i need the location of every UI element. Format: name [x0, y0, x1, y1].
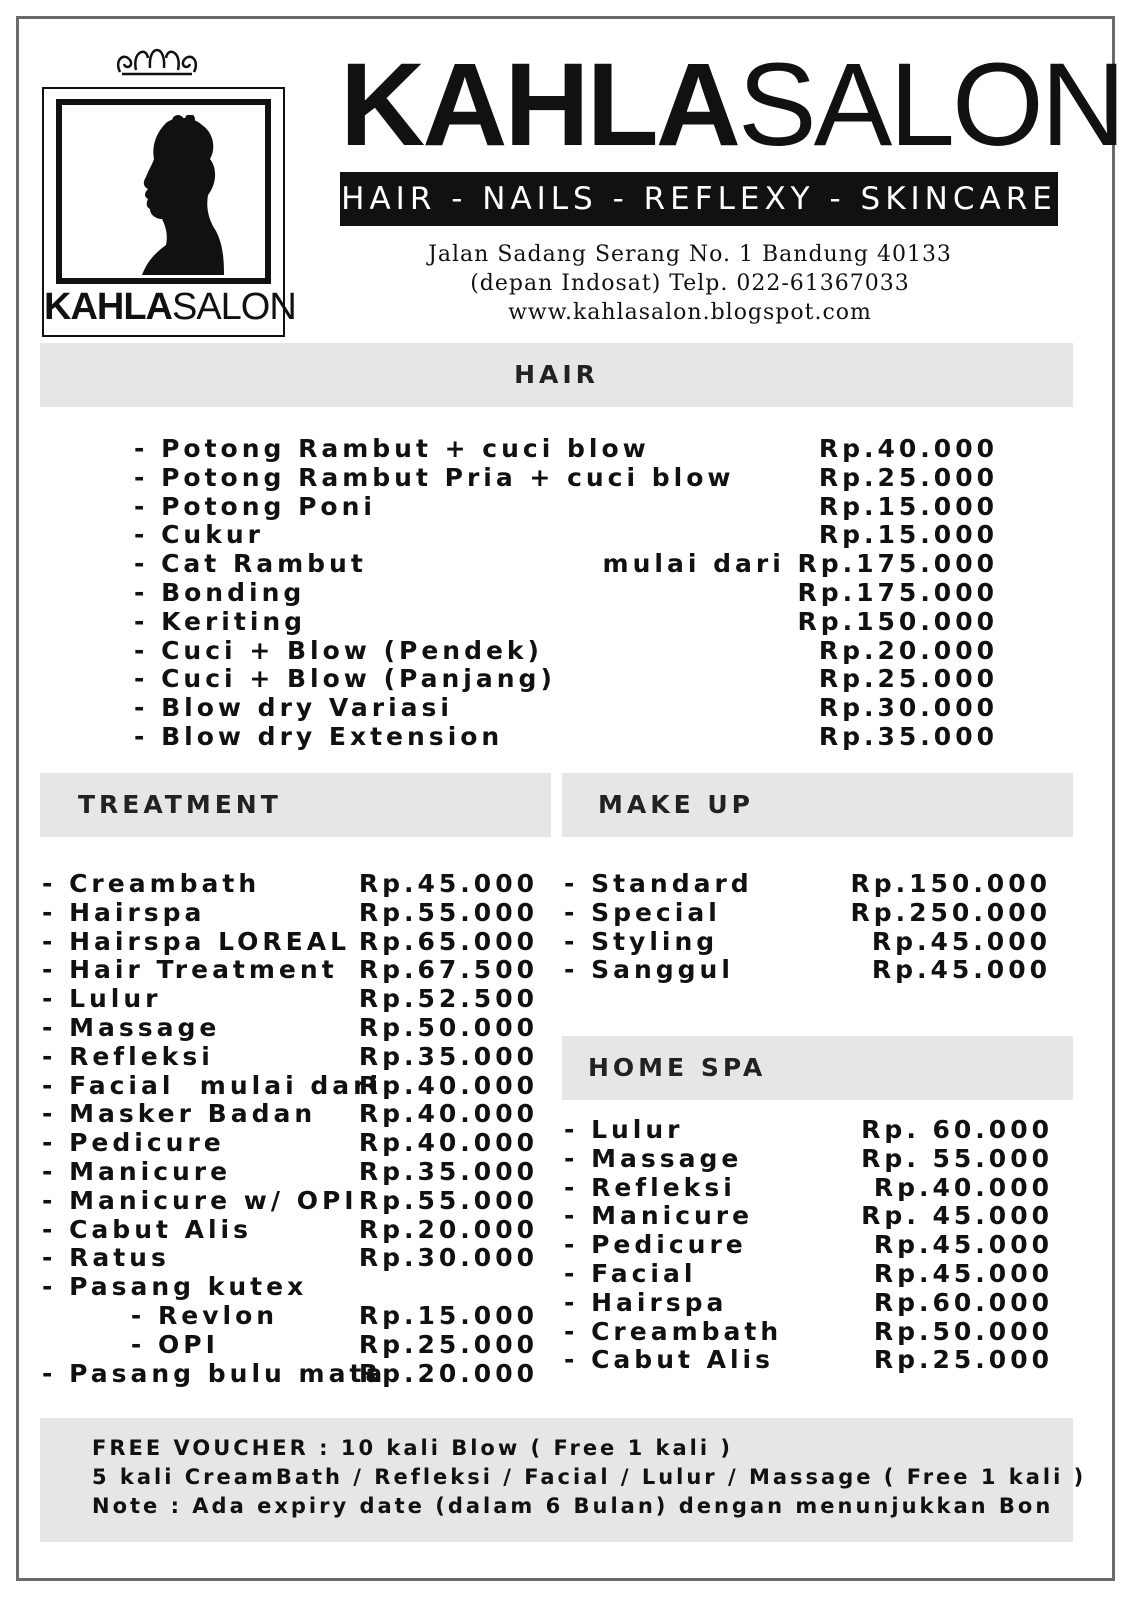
makeup-service-name: - Standard	[564, 869, 753, 898]
hair-service-name: - Potong Rambut + cuci blow	[134, 434, 650, 463]
hair-row	[134, 607, 998, 636]
homespa-service-price: Rp.45.000	[873, 1259, 1053, 1288]
treatment-row	[42, 1330, 538, 1359]
hair-row	[134, 693, 998, 722]
hair-row	[134, 578, 998, 607]
homespa-section-header: HOME SPA	[562, 1036, 1073, 1100]
hair-service-name: - Cuci + Blow (Panjang)	[134, 664, 556, 694]
treatment-service-name: - Ratus	[42, 1243, 170, 1273]
hair-row	[134, 636, 998, 665]
treatment-service-price: Rp.35.000	[358, 1041, 538, 1071]
homespa-service-price: Rp. 60.000	[861, 1115, 1053, 1144]
hair-service-name: - Potong Rambut Pria + cuci blow	[134, 462, 735, 492]
treatment-row	[42, 1301, 538, 1330]
treatment-service-name: - Manicure w/ OPI	[42, 1185, 358, 1215]
treatment-service-price: Rp.40.000	[358, 1128, 538, 1158]
hair-service-name: - Cat Rambut	[134, 549, 367, 579]
makeup-service-price: Rp.45.000	[871, 926, 1051, 956]
logo-frame	[56, 99, 271, 284]
treatment-row	[42, 1013, 538, 1042]
homespa-row	[564, 1144, 1053, 1173]
expiry-note: Note : Ada expiry date (dalam 6 Bulan) dengan menunjukkan Bon	[92, 1494, 1054, 1518]
treatment-service-price: Rp.35.000	[358, 1157, 538, 1186]
homespa-service-name: - Hairspa	[564, 1287, 728, 1317]
treatment-service-price: Rp.20.000	[358, 1214, 538, 1244]
hair-service-name: - Bonding	[134, 578, 306, 607]
treatment-service-name: - Creambath	[42, 869, 261, 898]
tagline-banner: HAIR - NAILS - REFLEXY - SKINCARE	[340, 172, 1058, 226]
makeup-service-name: - Special	[564, 897, 721, 927]
treatment-service-price: Rp.15.000	[358, 1301, 538, 1330]
homespa-row	[564, 1288, 1053, 1317]
hair-service-name: - Blow dry Variasi	[134, 693, 453, 723]
homespa-service-name: - Lulur	[564, 1115, 684, 1144]
treatment-service-price: Rp.40.000	[358, 1070, 538, 1100]
homespa-row	[564, 1317, 1053, 1346]
homespa-service-name: - Creambath	[564, 1316, 783, 1346]
treatment-service-price: Rp.52.500	[358, 984, 538, 1014]
treatment-row	[42, 1071, 538, 1100]
logo-brand-thin: SALON	[171, 286, 296, 328]
hair-service-price: Rp.15.000	[818, 520, 998, 550]
treatment-row	[42, 1099, 538, 1128]
treatment-row	[42, 1042, 538, 1071]
hair-service-price: mulai dari Rp.175.000	[602, 549, 998, 579]
hair-service-price: Rp.25.000	[818, 664, 998, 694]
treatment-row	[42, 1359, 538, 1388]
homespa-row	[564, 1259, 1053, 1288]
hair-row	[134, 549, 998, 578]
treatment-service-price: Rp.40.000	[358, 1099, 538, 1129]
makeup-service-price: Rp.150.000	[850, 869, 1051, 898]
hair-service-price: Rp.150.000	[797, 606, 998, 636]
hair-section-header: HAIR	[40, 343, 1073, 407]
hair-row	[134, 520, 998, 549]
treatment-service-price: Rp.55.000	[358, 897, 538, 927]
treatment-service-price: Rp.50.000	[358, 1013, 538, 1042]
hair-service-name: - Blow dry Extension	[134, 722, 504, 751]
homespa-service-name: - Facial	[564, 1259, 697, 1288]
treatment-service-name: - Facial mulai dari	[42, 1070, 383, 1100]
makeup-row	[564, 955, 1051, 984]
homespa-service-name: - Pedicure	[564, 1230, 747, 1260]
homespa-row	[564, 1201, 1053, 1230]
logo-brand-bold: KAHLA	[44, 286, 172, 328]
treatment-row	[42, 1243, 538, 1272]
homespa-service-name: - Massage	[564, 1143, 743, 1173]
hair-service-price: Rp.40.000	[818, 434, 998, 463]
treatment-service-price: Rp.55.000	[358, 1185, 538, 1215]
hair-service-price: Rp.15.000	[818, 491, 998, 521]
homespa-service-price: Rp. 55.000	[861, 1143, 1053, 1173]
website: www.kahlasalon.blogspot.com	[508, 300, 872, 325]
homespa-row	[564, 1173, 1053, 1202]
makeup-row	[564, 927, 1051, 956]
homespa-service-price: Rp.40.000	[873, 1172, 1053, 1202]
treatment-section-header: TREATMENT	[40, 773, 551, 837]
woman-silhouette-icon	[124, 115, 224, 275]
treatment-service-name: - Revlon	[42, 1301, 279, 1330]
logo	[42, 87, 296, 337]
makeup-section-header: MAKE UP	[562, 773, 1073, 837]
salon-title	[340, 39, 1123, 171]
treatment-row	[42, 1272, 538, 1301]
treatment-service-name: - Pasang bulu mata	[42, 1358, 387, 1388]
makeup-service-name: - Sanggul	[564, 955, 734, 985]
homespa-service-price: Rp.50.000	[873, 1316, 1053, 1346]
treatment-service-name: - Hairspa LOREAL	[42, 926, 351, 956]
hair-service-price: Rp.20.000	[818, 635, 998, 665]
treatment-service-name: - Refleksi	[42, 1041, 214, 1071]
homespa-service-name: - Manicure	[564, 1201, 754, 1231]
hair-service-price: Rp.25.000	[818, 462, 998, 492]
homespa-service-price: Rp. 45.000	[861, 1201, 1053, 1231]
treatment-service-price: Rp.67.500	[358, 955, 538, 985]
hair-service-name: - Cuci + Blow (Pendek)	[134, 635, 543, 665]
makeup-row	[564, 898, 1051, 927]
makeup-service-price: Rp.250.000	[850, 897, 1051, 927]
title-thin: SALON	[737, 39, 1123, 171]
makeup-service-name: - Styling	[564, 926, 719, 956]
treatment-row	[42, 984, 538, 1013]
treatment-row	[42, 1128, 538, 1157]
treatment-service-price: Rp.65.000	[358, 926, 538, 956]
treatment-service-name: - Pasang kutex	[42, 1272, 308, 1302]
hair-service-name: - Keriting	[134, 606, 307, 636]
hair-service-name: - Cukur	[134, 520, 264, 550]
title-bold: KAHLA	[340, 39, 738, 171]
hair-service-price: Rp.30.000	[818, 693, 998, 723]
treatment-service-name: - Hairspa	[42, 897, 206, 927]
voucher-line-2: 5 kali CreamBath / Refleksi / Facial / Lulur / Massage ( Free 1 kali )	[92, 1465, 1087, 1489]
treatment-service-name: - Massage	[42, 1013, 221, 1042]
homespa-row	[564, 1345, 1053, 1374]
logo-wordmark	[44, 285, 296, 329]
makeup-service-price: Rp.45.000	[871, 955, 1051, 985]
treatment-service-name: - Masker Badan	[42, 1099, 317, 1129]
treatment-row	[42, 898, 538, 927]
homespa-service-name: - Cabut Alis	[564, 1345, 775, 1375]
voucher-line-1: FREE VOUCHER : 10 kali Blow ( Free 1 kali )	[92, 1436, 733, 1460]
treatment-service-price: Rp.30.000	[358, 1243, 538, 1273]
treatment-service-price: Rp.20.000	[358, 1358, 538, 1388]
hair-row	[134, 463, 998, 492]
homespa-service-price: Rp.25.000	[873, 1345, 1053, 1375]
homespa-row	[564, 1230, 1053, 1259]
homespa-service-name: - Refleksi	[564, 1172, 736, 1202]
hair-row	[134, 434, 998, 463]
treatment-service-name: - Cabut Alis	[42, 1214, 253, 1244]
treatment-service-name: - Lulur	[42, 984, 162, 1014]
treatment-row	[42, 955, 538, 984]
homespa-service-price: Rp.45.000	[873, 1230, 1053, 1260]
hair-service-price: Rp.35.000	[818, 722, 998, 751]
treatment-service-name: - OPI	[42, 1329, 219, 1359]
treatment-service-price: Rp.45.000	[358, 869, 538, 898]
homespa-service-price: Rp.60.000	[873, 1287, 1053, 1317]
treatment-service-name: - Hair Treatment	[42, 955, 338, 985]
hair-row	[134, 722, 998, 751]
treatment-service-price: Rp.25.000	[358, 1329, 538, 1359]
voucher-note-box	[40, 1418, 1087, 1542]
hair-row	[134, 492, 998, 521]
makeup-row	[564, 869, 1051, 898]
address-line-1: Jalan Sadang Serang No. 1 Bandung 40133	[428, 242, 952, 267]
treatment-service-name: - Pedicure	[42, 1128, 225, 1158]
crown-icon	[112, 30, 202, 78]
address-line-2: (depan Indosat) Telp. 022-61367033	[470, 271, 910, 296]
hair-service-price: Rp.175.000	[797, 578, 998, 607]
hair-service-name: - Potong Poni	[134, 491, 376, 521]
treatment-row	[42, 927, 538, 956]
hair-row	[134, 664, 998, 693]
treatment-service-name: - Manicure	[42, 1157, 232, 1186]
treatment-row	[42, 1215, 538, 1244]
treatment-row	[42, 1157, 538, 1186]
treatment-row	[42, 1186, 538, 1215]
homespa-row	[564, 1115, 1053, 1144]
treatment-row	[42, 869, 538, 898]
